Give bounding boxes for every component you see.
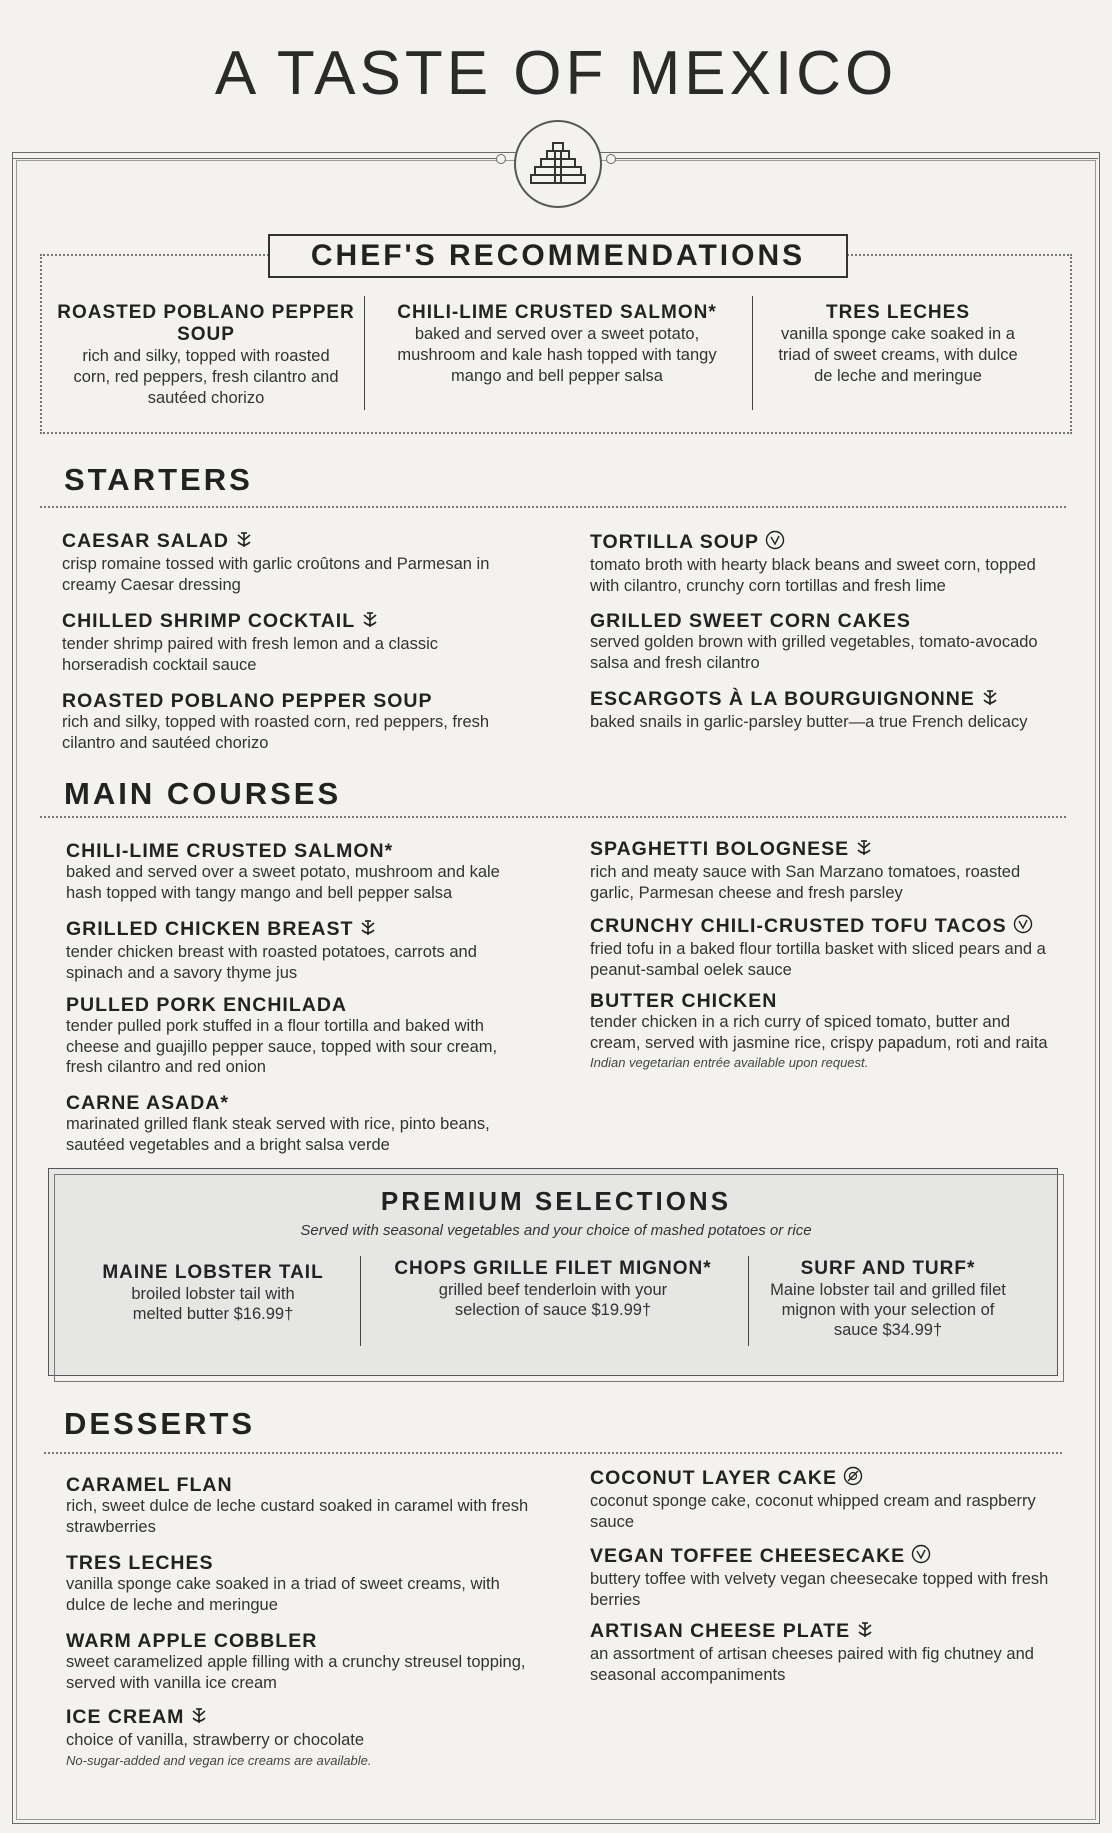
- premium-subtitle: Served with seasonal vegetables and your choice of mashed potatoes or rice: [300, 1222, 812, 1239]
- menu-item: [66, 1630, 536, 1693]
- royal-classic-icon: [235, 531, 253, 554]
- premium-item: [376, 1258, 730, 1320]
- item-desc: rich and silky, topped with roasted corn, red peppers, fresh cilantro and sautéed chorizo: [62, 713, 490, 752]
- item-name: VEGAN TOFFEE CHEESECAKE: [590, 1545, 906, 1567]
- item-desc: tomato broth with hearty black beans and sweet corn, topped with cilantro, crunchy corn tortillas and fresh lime: [590, 556, 1036, 595]
- royal-classic-icon: [190, 1707, 208, 1730]
- item-name: ICE CREAM: [66, 1706, 185, 1728]
- item-desc: tender shrimp paired with fresh lemon and a classic horseradish cocktail sauce: [62, 635, 439, 674]
- item-name: COCONUT LAYER CAKE: [590, 1467, 837, 1489]
- chef-recommendations-heading: CHEF'S RECOMMENDATIONS: [268, 234, 848, 278]
- premium-item: [88, 1258, 338, 1324]
- item-desc: choice of vanilla, strawberry or chocolate: [66, 1731, 365, 1749]
- item-desc: marinated grilled flank steak served with rice, pinto beans, sautéed vegetables and a bright salsa verde: [66, 1115, 490, 1154]
- item-desc: tender chicken breast with roasted potatoes, carrots and spinach and a savory thyme jus: [66, 943, 477, 982]
- item-name: WARM APPLE COBBLER: [66, 1630, 318, 1652]
- item-desc: coconut sponge cake, coconut whipped cream and raspberry sauce: [590, 1492, 1036, 1531]
- item-name: MAINE LOBSTER TAIL: [102, 1262, 324, 1283]
- item-desc: vanilla sponge cake soaked in a triad of sweet creams, with dulce de leche and meringue: [778, 325, 1018, 385]
- menu-item: [62, 530, 522, 595]
- menu-item: [66, 1474, 536, 1537]
- item-name: GRILLED SWEET CORN CAKES: [590, 610, 911, 632]
- item-desc: buttery toffee with velvety vegan cheesecake topped with fresh berries: [590, 1570, 1049, 1609]
- menu-item: [66, 1552, 536, 1615]
- premium-heading: PREMIUM SELECTIONS: [380, 1186, 732, 1216]
- menu-item: [590, 990, 1060, 1070]
- item-name: SPAGHETTI BOLOGNESE: [590, 838, 850, 860]
- item-note: Indian vegetarian entrée available upon request.: [590, 1055, 869, 1070]
- item-name: ARTISAN CHEESE PLATE: [590, 1620, 851, 1642]
- divider: [752, 296, 753, 410]
- menu-item: [590, 914, 1070, 980]
- item-desc: grilled beef tenderloin with your selection of sauce $19.99†: [438, 1281, 668, 1319]
- section-rule: [44, 1452, 1062, 1454]
- menu-item: [590, 1620, 1070, 1685]
- no-sugar-added-icon: [843, 1466, 863, 1491]
- vegan-icon: [911, 1544, 931, 1569]
- item-name: CHILLED SHRIMP COCKTAIL: [62, 610, 356, 632]
- vegan-icon: [1013, 914, 1033, 939]
- menu-item: [66, 840, 536, 903]
- chef-item: [770, 302, 1026, 387]
- royal-classic-icon: [856, 1621, 874, 1644]
- item-desc: broiled lobster tail with melted butter $16.99†: [131, 1285, 295, 1323]
- item-name: CARAMEL FLAN: [66, 1474, 233, 1496]
- item-name: TRES LECHES: [825, 302, 971, 323]
- menu-item: [66, 1706, 536, 1768]
- item-name: CHOPS GRILLE FILET MIGNON*: [394, 1258, 712, 1279]
- item-name: SURF AND TURF*: [800, 1258, 976, 1279]
- desserts-heading: DESSERTS: [64, 1406, 256, 1441]
- item-name: CRUNCHY CHILI-CRUSTED TOFU TACOS: [590, 915, 1007, 937]
- item-desc: crisp romaine tossed with garlic croûtons and Parmesan in creamy Caesar dressing: [62, 555, 490, 594]
- item-desc: rich, sweet dulce de leche custard soaked in caramel with fresh strawberries: [66, 1497, 529, 1536]
- item-desc: rich and meaty sauce with San Marzano tomatoes, roasted garlic, Parmesan cheese and fresh parsley: [590, 863, 1021, 902]
- item-name: TRES LECHES: [66, 1552, 214, 1574]
- item-name: PULLED PORK ENCHILADA: [66, 994, 348, 1016]
- item-desc: tender chicken in a rich curry of spiced tomato, butter and cream, served with jasmine rice, crispy papadum, roti and raita: [590, 1013, 1048, 1052]
- royal-classic-icon: [855, 839, 873, 862]
- premium-item: [762, 1258, 1014, 1340]
- item-desc: baked snails in garlic-parsley butter—a true French delicacy: [590, 713, 1028, 731]
- item-name: ESCARGOTS À LA BOURGUIGNONNE: [590, 688, 975, 710]
- chef-item: [378, 302, 736, 387]
- starters-heading: STARTERS: [64, 462, 253, 497]
- royal-classic-icon: [361, 611, 379, 634]
- royal-classic-icon: [981, 689, 999, 712]
- royal-classic-icon: [359, 919, 377, 942]
- header-rule-left: [12, 158, 500, 159]
- item-desc: served golden brown with grilled vegetables, tomato-avocado salsa and fresh cilantro: [590, 633, 1038, 672]
- item-desc: sweet caramelized apple filling with a crunchy streusel topping, served with vanilla ice cream: [66, 1653, 526, 1692]
- item-desc: baked and served over a sweet potato, mushroom and kale hash topped with tangy mango and bell pepper salsa: [397, 325, 717, 385]
- vegan-icon: [765, 530, 785, 555]
- menu-item: [66, 1092, 536, 1155]
- item-desc: tender pulled pork stuffed in a flour tortilla and baked with cheese and guajillo pepper sauce, topped with sour cream, fresh cilantro and red onion: [66, 1017, 498, 1076]
- divider: [748, 1256, 749, 1346]
- menu-item: [590, 610, 1060, 673]
- item-desc: an assortment of artisan cheeses paired with fig chutney and seasonal accompaniments: [590, 1645, 1034, 1684]
- item-desc: rich and silky, topped with roasted corn, red peppers, fresh cilantro and sautéed chorizo: [73, 347, 339, 407]
- item-name: CHILI-LIME CRUSTED SALMON*: [66, 840, 394, 862]
- item-name: CHILI-LIME CRUSTED SALMON*: [397, 302, 717, 323]
- item-name: ROASTED POBLANO PEPPER SOUP: [57, 302, 355, 345]
- main-courses-heading: MAIN COURSES: [64, 776, 342, 811]
- header-rule-right: [612, 158, 1098, 159]
- item-note: No-sugar-added and vegan ice creams are available.: [66, 1752, 372, 1768]
- item-name: GRILLED CHICKEN BREAST: [66, 918, 354, 940]
- divider: [360, 1256, 361, 1346]
- menu-item: [590, 530, 1060, 596]
- menu-item: [590, 838, 1060, 903]
- item-desc: Maine lobster tail and grilled filet mignon with your selection of sauce $34.99†: [770, 1281, 1006, 1339]
- mayan-pyramid-icon: [514, 120, 602, 208]
- menu-title: A TASTE OF MEXICO: [214, 39, 898, 108]
- chef-item: [56, 302, 356, 409]
- menu-item: [62, 690, 522, 753]
- item-name: BUTTER CHICKEN: [590, 990, 778, 1012]
- item-name: CAESAR SALAD: [62, 530, 229, 552]
- menu-item: [590, 1466, 1060, 1532]
- menu-item: [590, 1544, 1060, 1610]
- menu-item: [66, 994, 536, 1078]
- section-rule: [40, 506, 1066, 508]
- item-desc: baked and served over a sweet potato, mushroom and kale hash topped with tangy mango and bell pepper salsa: [66, 863, 500, 902]
- item-name: ROASTED POBLANO PEPPER SOUP: [62, 690, 433, 712]
- item-desc: fried tofu in a baked flour tortilla basket with sliced pears and a peanut-sambal oelek sauce: [590, 940, 1046, 979]
- menu-item: [66, 918, 536, 983]
- divider: [364, 296, 365, 410]
- section-rule: [40, 816, 1066, 818]
- menu-item: [590, 688, 1060, 733]
- menu-item: [62, 610, 522, 675]
- item-name: TORTILLA SOUP: [590, 531, 759, 553]
- item-desc: vanilla sponge cake soaked in a triad of sweet creams, with dulce de leche and meringue: [66, 1575, 500, 1614]
- item-name: CARNE ASADA*: [66, 1092, 229, 1114]
